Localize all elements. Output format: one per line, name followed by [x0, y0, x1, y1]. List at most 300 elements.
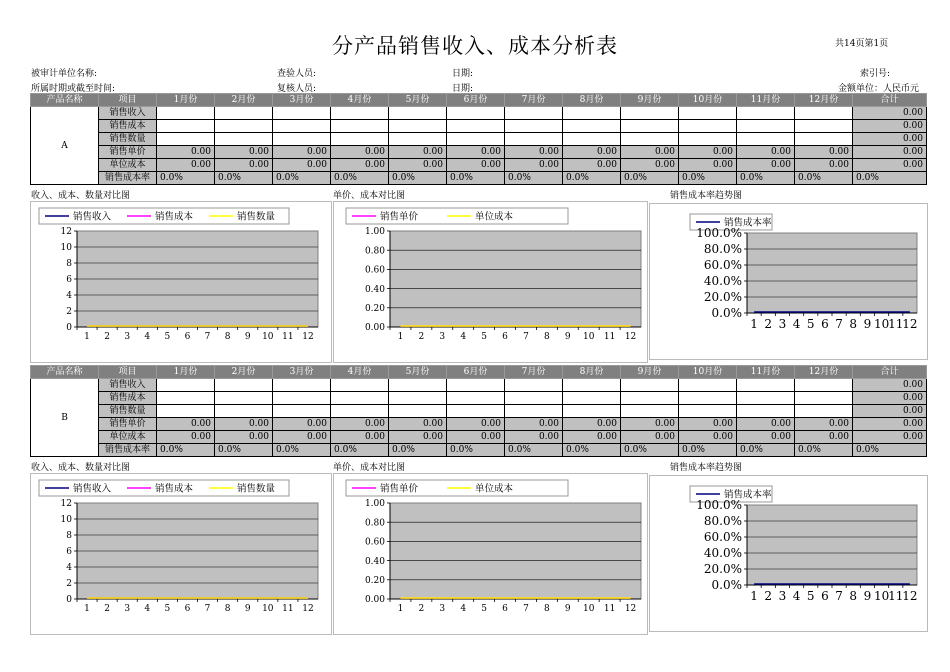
month-cell[interactable] — [563, 133, 621, 146]
column-header: 9月份 — [621, 94, 679, 107]
chart-legend — [39, 208, 289, 224]
x-tick-label: 4 — [144, 332, 151, 342]
month-cell[interactable] — [679, 405, 737, 418]
x-tick-label: 8 — [849, 317, 858, 331]
column-header: 8月份 — [563, 94, 621, 107]
y-tick-label: 20.0% — [703, 562, 742, 577]
x-tick-label: 9 — [863, 317, 872, 331]
total-cell: 0.00 — [853, 146, 927, 159]
month-cell[interactable] — [331, 379, 389, 392]
y-tick-label: 0.20 — [364, 575, 385, 586]
month-cell: 0.00 — [273, 418, 331, 431]
y-tick-label: 12 — [60, 227, 72, 238]
x-tick-label: 9 — [564, 332, 571, 342]
auditee-label: 被审计单位名称: — [31, 69, 98, 79]
month-cell: 0.00 — [679, 159, 737, 172]
column-header: 8月份 — [563, 366, 621, 379]
month-cell[interactable] — [795, 120, 853, 133]
month-cell[interactable] — [795, 379, 853, 392]
month-cell: 0.0% — [505, 172, 563, 185]
month-cell[interactable] — [737, 379, 795, 392]
month-cell[interactable] — [737, 107, 795, 120]
month-cell: 0.00 — [563, 431, 621, 444]
x-tick-label: 2 — [104, 332, 110, 342]
month-cell: 0.00 — [447, 418, 505, 431]
column-header: 12月份 — [795, 94, 853, 107]
month-cell: 0.0% — [389, 172, 447, 185]
month-cell: 0.0% — [157, 172, 215, 185]
x-tick-label: 2 — [764, 317, 773, 331]
table-row — [31, 431, 927, 444]
month-cell[interactable] — [215, 133, 273, 146]
x-tick-label: 9 — [863, 589, 872, 603]
x-tick-label: 3 — [778, 589, 787, 603]
chart-svg — [650, 476, 927, 631]
column-header: 3月份 — [273, 366, 331, 379]
reviewer-label: 复核人员: — [277, 84, 317, 94]
x-tick-label: 5 — [164, 604, 171, 614]
legend-label: 销售数量 — [237, 483, 276, 495]
legend-label: 销售单价 — [380, 211, 419, 223]
month-cell: 0.00 — [737, 159, 795, 172]
legend-label: 销售收入 — [73, 483, 112, 495]
month-cell[interactable] — [273, 133, 331, 146]
column-header: 7月份 — [505, 94, 563, 107]
x-tick-label: 6 — [821, 589, 829, 603]
row-item-label: 销售成本率 — [99, 172, 157, 185]
month-cell: 0.00 — [505, 159, 563, 172]
table-row — [31, 444, 927, 457]
x-tick-label: 11 — [888, 589, 904, 603]
x-tick-label: 6 — [821, 317, 829, 331]
month-cell[interactable] — [621, 133, 679, 146]
month-cell[interactable] — [505, 379, 563, 392]
month-cell: 0.00 — [273, 159, 331, 172]
month-cell: 0.00 — [157, 418, 215, 431]
month-cell: 0.00 — [737, 418, 795, 431]
y-tick-label: 4 — [66, 563, 72, 574]
y-tick-label: 6 — [66, 547, 72, 558]
column-header: 4月份 — [331, 366, 389, 379]
chart-svg — [650, 204, 927, 359]
y-tick-label: 0 — [66, 323, 72, 334]
month-cell[interactable] — [389, 120, 447, 133]
month-cell: 0.0% — [215, 444, 273, 457]
month-cell: 0.0% — [563, 172, 621, 185]
month-cell: 0.00 — [621, 431, 679, 444]
y-tick-label: 0.40 — [364, 556, 385, 567]
month-cell: 0.0% — [621, 172, 679, 185]
month-cell: 0.0% — [215, 172, 273, 185]
month-cell[interactable] — [157, 133, 215, 146]
month-cell: 0.00 — [621, 418, 679, 431]
month-cell[interactable] — [621, 107, 679, 120]
column-header: 6月份 — [447, 94, 505, 107]
month-cell[interactable] — [737, 120, 795, 133]
column-header: 2月份 — [215, 366, 273, 379]
month-cell: 0.0% — [737, 172, 795, 185]
x-tick-label: 12 — [902, 317, 918, 331]
y-tick-label: 2 — [66, 307, 72, 318]
month-cell: 0.0% — [795, 172, 853, 185]
month-cell: 0.0% — [389, 444, 447, 457]
month-cell: 0.00 — [215, 146, 273, 159]
x-tick-label: 4 — [792, 589, 801, 603]
table-row — [31, 133, 927, 146]
month-cell: 0.0% — [273, 444, 331, 457]
month-cell: 0.0% — [447, 172, 505, 185]
month-cell[interactable] — [389, 379, 447, 392]
x-tick-label: 11 — [282, 604, 294, 614]
chart-legend — [346, 208, 568, 224]
row-item-label: 销售成本率 — [99, 444, 157, 457]
total-cell: 0.0% — [853, 444, 927, 457]
month-cell[interactable] — [331, 133, 389, 146]
chart-2-product-b — [333, 473, 648, 635]
y-tick-label: 0.40 — [364, 284, 385, 295]
chart-section-label: 销售成本率趋势图 — [670, 463, 743, 473]
x-tick-label: 3 — [439, 604, 446, 614]
month-cell: 0.00 — [215, 418, 273, 431]
column-header: 7月份 — [505, 366, 563, 379]
month-cell[interactable] — [679, 379, 737, 392]
month-cell: 0.00 — [157, 159, 215, 172]
month-cell[interactable] — [795, 405, 853, 418]
row-item-label: 销售数量 — [99, 133, 157, 146]
month-cell[interactable] — [157, 120, 215, 133]
row-item-label: 销售成本 — [99, 120, 157, 133]
table-row — [31, 146, 927, 159]
month-cell[interactable] — [621, 379, 679, 392]
x-tick-label: 9 — [564, 604, 571, 614]
x-tick-label: 11 — [888, 317, 904, 331]
month-cell: 0.00 — [215, 431, 273, 444]
month-cell[interactable] — [679, 120, 737, 133]
month-cell: 0.00 — [795, 159, 853, 172]
plot-area — [747, 233, 917, 313]
column-header: 5月份 — [389, 366, 447, 379]
plot-area — [390, 231, 641, 327]
y-tick-label: 60.0% — [703, 258, 742, 273]
column-header: 产品名称 — [31, 94, 99, 107]
month-cell[interactable] — [157, 379, 215, 392]
column-header: 项目 — [99, 366, 157, 379]
month-cell[interactable] — [215, 379, 273, 392]
month-cell[interactable] — [447, 392, 505, 405]
month-cell[interactable] — [563, 120, 621, 133]
month-cell[interactable] — [273, 107, 331, 120]
page-title: 分产品销售收入、成本分析表 — [332, 34, 618, 58]
legend-label: 销售成本率 — [724, 489, 772, 501]
month-cell: 0.00 — [795, 431, 853, 444]
month-cell[interactable] — [389, 133, 447, 146]
x-tick-label: 6 — [502, 332, 508, 342]
row-item-label: 单位成本 — [99, 159, 157, 172]
month-cell[interactable] — [331, 120, 389, 133]
legend-label: 销售成本 — [155, 483, 194, 495]
y-tick-label: 0.80 — [364, 246, 385, 257]
y-tick-label: 80.0% — [703, 514, 742, 529]
product-table-a — [30, 93, 927, 185]
total-cell: 0.00 — [853, 133, 927, 146]
table-header-row — [31, 94, 927, 107]
month-cell[interactable] — [447, 133, 505, 146]
row-item-label: 销售数量 — [99, 405, 157, 418]
inspector-label: 查验人员: — [277, 69, 317, 79]
month-cell[interactable] — [215, 107, 273, 120]
month-cell: 0.0% — [737, 444, 795, 457]
x-tick-label: 12 — [624, 604, 637, 614]
column-header: 3月份 — [273, 94, 331, 107]
column-header: 11月份 — [737, 94, 795, 107]
y-tick-label: 100.0% — [696, 226, 742, 241]
x-tick-label: 8 — [224, 604, 231, 614]
month-cell[interactable] — [331, 107, 389, 120]
column-header: 9月份 — [621, 366, 679, 379]
month-cell[interactable] — [389, 405, 447, 418]
x-tick-label: 8 — [544, 604, 550, 614]
month-cell[interactable] — [447, 405, 505, 418]
total-cell: 0.00 — [853, 120, 927, 133]
month-cell[interactable] — [795, 107, 853, 120]
month-cell[interactable] — [447, 379, 505, 392]
y-tick-label: 0.0% — [711, 306, 742, 321]
x-tick-label: 5 — [481, 332, 487, 342]
x-tick-label: 10 — [262, 604, 274, 614]
x-tick-label: 7 — [204, 332, 211, 342]
product-table-b — [30, 365, 927, 457]
x-tick-label: 7 — [204, 604, 211, 614]
chart-svg — [31, 474, 331, 634]
column-header: 11月份 — [737, 366, 795, 379]
y-tick-label: 40.0% — [703, 274, 742, 289]
x-tick-label: 2 — [764, 589, 773, 603]
x-tick-label: 2 — [418, 332, 425, 342]
month-cell: 0.00 — [273, 431, 331, 444]
table-row — [31, 120, 927, 133]
total-cell: 0.00 — [853, 418, 927, 431]
month-cell[interactable] — [621, 120, 679, 133]
month-cell[interactable] — [505, 392, 563, 405]
table-row — [31, 159, 927, 172]
month-cell[interactable] — [621, 392, 679, 405]
chart-3-product-a — [649, 203, 928, 360]
y-tick-label: 1.00 — [364, 499, 385, 510]
date-label-1: 日期: — [452, 69, 474, 79]
month-cell[interactable] — [157, 405, 215, 418]
x-tick-label: 10 — [873, 317, 890, 331]
y-tick-label: 0.00 — [364, 323, 385, 334]
y-tick-label: 0.20 — [364, 303, 385, 314]
product-name-cell: B — [31, 379, 99, 457]
month-cell[interactable] — [563, 405, 621, 418]
x-tick-label: 2 — [418, 604, 425, 614]
chart-3-product-b — [649, 475, 928, 632]
legend-label: 销售收入 — [73, 211, 112, 223]
month-cell[interactable] — [331, 392, 389, 405]
x-tick-label: 1 — [750, 317, 758, 331]
y-tick-label: 0.60 — [364, 265, 385, 276]
y-tick-label: 8 — [66, 531, 72, 542]
month-cell: 0.00 — [621, 146, 679, 159]
month-cell: 0.00 — [331, 159, 389, 172]
plot-area — [747, 505, 917, 585]
x-tick-label: 12 — [302, 604, 314, 614]
month-cell: 0.00 — [737, 146, 795, 159]
month-cell[interactable] — [505, 107, 563, 120]
month-cell[interactable] — [215, 392, 273, 405]
y-tick-label: 12 — [60, 499, 72, 510]
month-cell: 0.0% — [273, 172, 331, 185]
y-tick-label: 6 — [66, 275, 72, 286]
row-item-label: 销售收入 — [99, 107, 157, 120]
month-cell: 0.00 — [389, 431, 447, 444]
y-tick-label: 10 — [60, 243, 72, 254]
x-tick-label: 12 — [302, 332, 314, 342]
month-cell: 0.00 — [447, 146, 505, 159]
column-header: 合计 — [853, 94, 927, 107]
table-row — [31, 392, 927, 405]
column-header: 1月份 — [157, 366, 215, 379]
period-label: 所属时期或截至时间: — [31, 84, 116, 94]
month-cell: 0.00 — [563, 159, 621, 172]
chart-1-product-a — [30, 201, 332, 363]
y-tick-label: 0.60 — [364, 537, 385, 548]
month-cell: 0.00 — [157, 431, 215, 444]
column-header: 产品名称 — [31, 366, 99, 379]
month-cell[interactable] — [447, 120, 505, 133]
x-tick-label: 11 — [282, 332, 294, 342]
month-cell[interactable] — [215, 120, 273, 133]
month-cell[interactable] — [505, 133, 563, 146]
month-cell[interactable] — [273, 379, 331, 392]
x-tick-label: 4 — [460, 604, 467, 614]
y-tick-label: 0.00 — [364, 595, 385, 606]
month-cell[interactable] — [157, 107, 215, 120]
chart-section-label: 单价、成本对比图 — [333, 191, 406, 201]
x-tick-label: 4 — [460, 332, 467, 342]
x-tick-label: 12 — [902, 589, 918, 603]
month-cell[interactable] — [679, 133, 737, 146]
x-tick-label: 7 — [835, 589, 843, 603]
x-tick-label: 3 — [439, 332, 446, 342]
month-cell[interactable] — [215, 405, 273, 418]
x-tick-label: 8 — [849, 589, 858, 603]
x-tick-label: 6 — [184, 604, 191, 614]
column-header: 10月份 — [679, 366, 737, 379]
legend-label: 销售单价 — [380, 483, 419, 495]
index-number-label: 索引号: — [860, 69, 891, 79]
month-cell[interactable] — [505, 405, 563, 418]
x-tick-label: 4 — [144, 604, 151, 614]
chart-1-product-b — [30, 473, 332, 635]
month-cell: 0.00 — [447, 431, 505, 444]
month-cell: 0.00 — [795, 146, 853, 159]
x-tick-label: 5 — [806, 317, 815, 331]
x-tick-label: 1 — [84, 604, 90, 614]
month-cell[interactable] — [273, 405, 331, 418]
total-cell: 0.00 — [853, 431, 927, 444]
column-header: 4月份 — [331, 94, 389, 107]
x-tick-label: 11 — [603, 604, 616, 614]
month-cell[interactable] — [679, 107, 737, 120]
month-cell[interactable] — [679, 392, 737, 405]
month-cell[interactable] — [737, 133, 795, 146]
x-tick-label: 5 — [481, 604, 487, 614]
month-cell[interactable] — [563, 379, 621, 392]
row-item-label: 单位成本 — [99, 431, 157, 444]
chart-legend — [346, 480, 568, 496]
month-cell[interactable] — [621, 405, 679, 418]
total-cell: 0.0% — [853, 172, 927, 185]
x-tick-label: 2 — [104, 604, 110, 614]
month-cell: 0.00 — [331, 146, 389, 159]
month-cell[interactable] — [505, 120, 563, 133]
column-header: 12月份 — [795, 366, 853, 379]
month-cell: 0.00 — [215, 159, 273, 172]
x-tick-label: 1 — [84, 332, 90, 342]
month-cell[interactable] — [389, 107, 447, 120]
month-cell[interactable] — [737, 392, 795, 405]
total-cell: 0.00 — [853, 392, 927, 405]
chart-svg — [334, 202, 647, 362]
product-name-cell: A — [31, 107, 99, 185]
month-cell: 0.0% — [157, 444, 215, 457]
month-cell[interactable] — [795, 392, 853, 405]
column-header: 2月份 — [215, 94, 273, 107]
column-header: 1月份 — [157, 94, 215, 107]
month-cell[interactable] — [273, 392, 331, 405]
x-tick-label: 7 — [523, 332, 529, 342]
x-tick-label: 6 — [184, 332, 191, 342]
month-cell: 0.0% — [679, 172, 737, 185]
y-tick-label: 4 — [66, 291, 72, 302]
page-info: 共14页第1页 — [835, 39, 889, 49]
month-cell[interactable] — [331, 405, 389, 418]
y-tick-label: 60.0% — [703, 530, 742, 545]
currency-unit-label: 金额单位：人民币元 — [838, 84, 920, 94]
month-cell: 0.0% — [563, 444, 621, 457]
month-cell[interactable] — [563, 392, 621, 405]
x-tick-label: 9 — [244, 604, 251, 614]
table-header-row — [31, 366, 927, 379]
month-cell[interactable] — [737, 405, 795, 418]
column-header: 5月份 — [389, 94, 447, 107]
month-cell[interactable] — [157, 392, 215, 405]
month-cell: 0.00 — [563, 146, 621, 159]
month-cell[interactable] — [273, 120, 331, 133]
x-tick-label: 7 — [835, 317, 843, 331]
month-cell[interactable] — [447, 107, 505, 120]
month-cell: 0.0% — [331, 172, 389, 185]
y-tick-label: 2 — [66, 579, 72, 590]
month-cell: 0.00 — [331, 431, 389, 444]
legend-label: 单位成本 — [475, 211, 514, 223]
y-tick-label: 10 — [60, 515, 72, 526]
x-tick-label: 3 — [124, 604, 131, 614]
month-cell[interactable] — [389, 392, 447, 405]
month-cell[interactable] — [563, 107, 621, 120]
column-header: 合计 — [853, 366, 927, 379]
table-row — [31, 405, 927, 418]
month-cell[interactable] — [795, 133, 853, 146]
month-cell: 0.00 — [505, 146, 563, 159]
row-item-label: 销售成本 — [99, 392, 157, 405]
month-cell: 0.00 — [273, 146, 331, 159]
month-cell: 0.00 — [157, 146, 215, 159]
y-tick-label: 20.0% — [703, 290, 742, 305]
x-tick-label: 1 — [397, 604, 404, 614]
